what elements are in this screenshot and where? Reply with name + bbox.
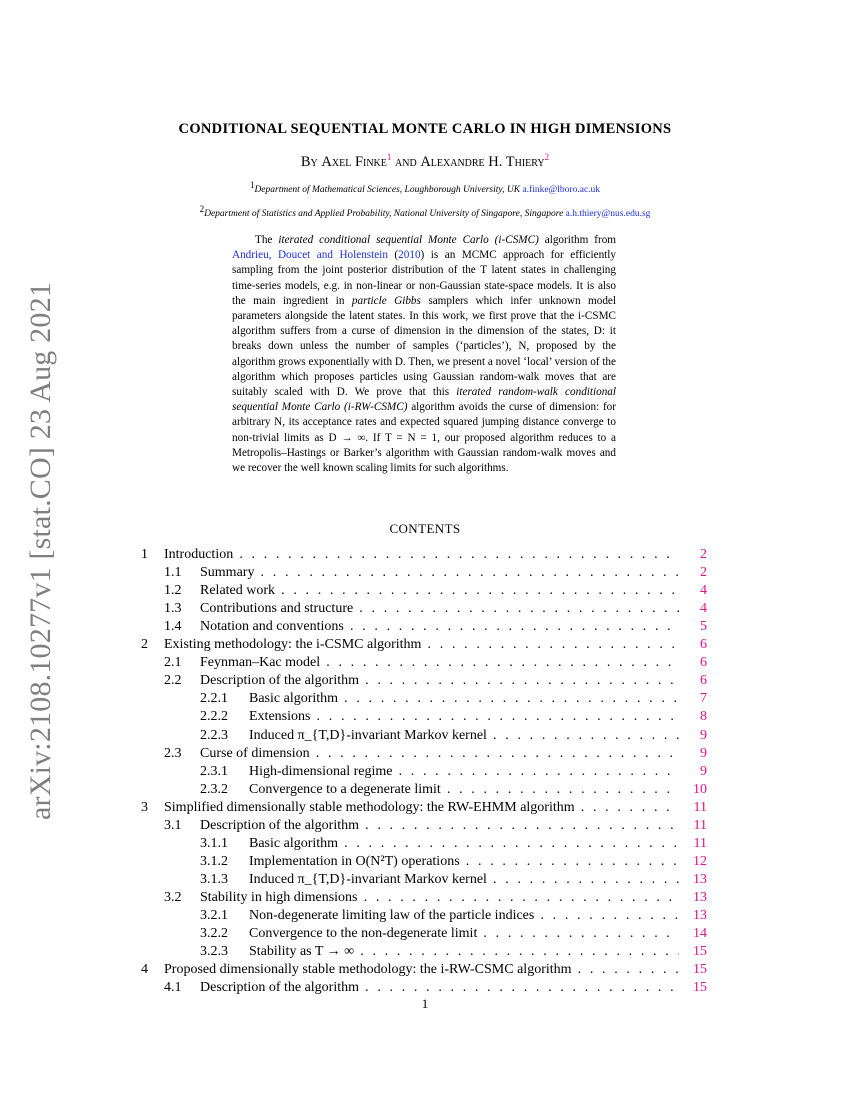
author-2-mark[interactable]: 2	[544, 152, 550, 162]
abstract-irwcsmc-term: iterated random-walk conditional sequential Monte Carlo (i-RW-CSMC)	[232, 386, 617, 414]
toc-entry[interactable]	[141, 582, 707, 600]
toc-entry[interactable]	[141, 943, 707, 961]
toc-entry[interactable]	[141, 781, 707, 799]
toc-entry-number: 3	[141, 799, 148, 815]
toc-entry[interactable]	[141, 708, 707, 726]
toc-entry-page[interactable]: 10	[693, 781, 707, 797]
page-number: 1	[421, 996, 429, 1011]
abstract-part-4: samplers which infer unknown model parameters alongside the latent states. In this work, we first prove that the i-CSMC algorithm suffers from a curse of dimension in the dimension of the states, D: it breaks down unless the number of samples (‘particles’), N, proposed by the algorithm grows exponentially with D. Then, we present a novel ‘local’ version of the algorithm which proposes particles using Gaussian random-walk moves that are suitably scaled with D. We prove that this	[232, 294, 616, 399]
abstract-part-2: algorithm from	[538, 234, 616, 246]
toc-entry-page[interactable]: 12	[693, 853, 707, 869]
toc-entry-number: 3.2.2	[200, 926, 228, 942]
affiliation-2-email[interactable]: a.h.thiery@nus.edu.sg	[565, 209, 651, 220]
affiliation-1-email[interactable]: a.finke@lboro.ac.uk	[522, 185, 601, 196]
toc-entry-page[interactable]: 6	[700, 655, 707, 671]
toc-entry[interactable]	[141, 817, 707, 835]
toc-entry-number: 4.1	[164, 980, 182, 996]
toc-entry-number: 2.2.1	[200, 691, 228, 707]
toc-entry-title: Curse of dimension . . .	[200, 745, 679, 763]
toc-entry-number: 2	[141, 637, 148, 653]
toc-entry-title: Extensions . . .	[249, 708, 679, 726]
toc-entry[interactable]	[141, 763, 707, 781]
abstract-citation-year[interactable]: 2010	[398, 249, 421, 262]
toc-entry-number: 3.2	[164, 889, 182, 905]
toc-entry-number: 3.1.1	[200, 835, 228, 851]
toc-entry-number: 2.2.2	[200, 709, 228, 725]
by-label: By	[300, 153, 318, 170]
toc-entry-number: 2.3.1	[200, 763, 228, 779]
toc-entry-page[interactable]: 8	[700, 709, 707, 725]
toc-entry-title: Related work . . .	[200, 582, 679, 600]
toc-entry-page[interactable]: 9	[700, 727, 707, 743]
toc-entry-title: Stability in high dimensions . . .	[200, 889, 679, 907]
toc-entry-page[interactable]: 11	[693, 835, 707, 851]
toc-entry-title: Description of the algorithm . . .	[200, 979, 679, 997]
toc-entry-title: Convergence to the non-degenerate limit . . .	[249, 925, 679, 943]
toc-entry[interactable]	[141, 745, 707, 763]
toc-entry[interactable]	[141, 835, 707, 853]
toc-entry-page[interactable]: 2	[700, 547, 707, 562]
toc-entry-number: 1.2	[164, 583, 182, 599]
abstract-particle-gibbs-term: particle Gibbs	[351, 294, 421, 307]
abstract-citation[interactable]: Andrieu, Doucet and Holenstein	[232, 249, 388, 262]
toc-entry-number: 2.3.2	[200, 781, 228, 797]
toc-entry-page[interactable]: 13	[693, 908, 707, 923]
toc-entry-page[interactable]: 11	[693, 817, 707, 833]
arxiv-stamp: arXiv:2108.10277v1 [stat.CO] 23 Aug 2021	[24, 282, 57, 820]
toc-entry-title: Contributions and structure . . .	[200, 600, 679, 618]
author-2: Alexandre H. Thiery	[420, 153, 545, 170]
affiliation-1-mark: 1	[249, 180, 255, 190]
toc-entry-title: Basic algorithm . . .	[249, 835, 679, 853]
abstract-part-3: is an MCMC approach for efficiently sampling from the joint posterior distribution of the T latent states in challenging time-series models, e.g. in non-linear or non-Gaussian state-space models. It is also the main ingredient in	[232, 249, 616, 307]
toc-entry-title: Summary . . .	[200, 564, 679, 582]
affiliation-2-mark: 2	[199, 204, 205, 214]
toc-entry-number: 2.2	[164, 673, 182, 689]
toc-entry[interactable]	[141, 600, 707, 618]
contents-heading: CONTENTS	[389, 521, 461, 536]
toc-entry-title: Notation and conventions . . .	[200, 618, 679, 636]
toc-entry-page[interactable]: 11	[693, 799, 707, 815]
abstract-part-5: algorithm avoids the curse of dimension: for arbitrary N, its acceptance rates and expected squared jumping distance converge to non-trivial limits as D → ∞. If T = N = 1, our proposed algorithm reduces to a Metropolis–Hastings or Barker’s algorithm with Gaussian random-walk moves and we recover the well known scaling limits for such algorithms.	[232, 401, 616, 475]
toc-entry-title: Simplified dimensionally stable methodology: the RW-EHMM algorithm . . .	[164, 799, 679, 817]
toc-entry[interactable]	[141, 564, 707, 582]
author-1: Axel Finke	[321, 153, 387, 170]
toc-entry-number: 4	[141, 962, 148, 978]
toc-entry-page[interactable]: 14	[693, 926, 707, 942]
toc-entry-page[interactable]: 4	[700, 583, 707, 599]
affiliation-1-text: Department of Mathematical Sciences, Loughborough University, UK	[254, 185, 521, 196]
toc-entry-number: 1.3	[164, 601, 182, 617]
abstract: The iterated conditional sequential Monte Carlo (i-CSMC) algorithm from Andrieu, Doucet and Holenstein (2010) is an MCMC approach for efficiently sampling from the joint posterior distribution of the T latent states in challenging time-series models, e.g. in non-linear or non-Gaussian state-space models. It is also the main ingredient in particle Gibbs samplers which infer unknown model parameters alongside the latent states. In this work, we first prove that the i-CSMC algorithm suffers from a curse of dimension in the dimension of the states, D: it breaks down unless the number of samples (‘particles’), N, proposed by the algorithm grows exponentially with D. Then, we present a novel ‘local’ version of the algorithm which proposes particles using Gaussian random-walk moves that are suitably scaled with D. We prove that this iterated random-walk conditional sequential Monte Carlo (i-RW-CSMC) algorithm avoids the curse of dimension: for arbitrary N, its acceptance rates and expected squared jumping distance converge to non-trivial limits as D → ∞. If T = N = 1, our proposed algorithm reduces to a Metropolis–Hastings or Barker’s algorithm with Gaussian random-walk moves and we recover the well known scaling limits for such algorithms.	[232, 234, 617, 475]
toc-entry[interactable]	[141, 636, 707, 654]
toc-entry-title: Induced π_{T,D}-invariant Markov kernel . . .	[249, 727, 679, 745]
toc-entry-page[interactable]: 9	[700, 763, 707, 779]
toc-entry-page[interactable]: 15	[693, 980, 707, 996]
toc-entry-title: Introduction . . .	[164, 546, 679, 564]
toc-entry-page[interactable]: 6	[700, 637, 707, 653]
toc-entry-page[interactable]: 15	[693, 962, 707, 978]
paper-title: CONDITIONAL SEQUENTIAL MONTE CARLO IN HIGH DIMENSIONS	[178, 121, 672, 137]
author-line	[0, 152, 850, 171]
toc-entry[interactable]	[141, 618, 707, 636]
toc-entry-title: Basic algorithm . . .	[249, 690, 679, 708]
toc-entry-number: 1.1	[164, 565, 182, 581]
toc-entry-title: Proposed dimensionally stable methodology: the i-RW-CSMC algorithm . . .	[164, 961, 679, 979]
toc-entry[interactable]	[141, 925, 707, 943]
toc-entry[interactable]	[141, 907, 707, 925]
toc-entry-page[interactable]: 15	[693, 944, 707, 960]
affiliation-1	[0, 180, 850, 195]
toc-entry-title: Stability as T → ∞ . . .	[249, 943, 679, 961]
toc-entry-page[interactable]: 2	[700, 565, 707, 581]
toc-entry[interactable]	[141, 690, 707, 708]
toc-entry[interactable]	[141, 871, 707, 889]
toc-entry-title: Non-degenerate limiting law of the particle indices . . .	[249, 907, 679, 925]
toc-entry-number: 3.2.1	[200, 908, 228, 923]
toc-entry-page[interactable]: 6	[700, 673, 707, 689]
abstract-icsmc-term: iterated conditional sequential Monte Carlo (i-CSMC)	[278, 234, 539, 246]
toc-entry[interactable]	[141, 727, 707, 745]
toc-entry-page[interactable]: 9	[700, 745, 707, 761]
toc-entry-page[interactable]: 4	[700, 601, 707, 617]
toc-entry-page[interactable]: 13	[693, 889, 707, 905]
toc-entry-page[interactable]: 7	[700, 691, 707, 707]
toc-entry[interactable]	[141, 961, 707, 979]
toc-entry-title: Description of the algorithm . . .	[200, 672, 679, 690]
toc-entry-number: 2.2.3	[200, 727, 228, 743]
toc-entry-number: 2.1	[164, 655, 182, 671]
toc-entry-number: 1	[141, 547, 148, 562]
toc-entry-title: Feynman–Kac model . . .	[200, 654, 679, 672]
toc-entry[interactable]	[141, 853, 707, 871]
affiliation-2-text: Department of Statistics and Applied Probability, National University of Singapore, Singapore	[204, 209, 564, 220]
toc-entry[interactable]	[141, 672, 707, 690]
toc-entry-title: Description of the algorithm . . .	[200, 817, 679, 835]
toc-entry-page[interactable]: 13	[693, 871, 707, 887]
toc-entry-page[interactable]: 5	[700, 619, 707, 635]
toc-entry-number: 3.1	[164, 817, 182, 833]
toc-entry-title: High-dimensional regime . . .	[249, 763, 679, 781]
toc-entry-title: Induced π_{T,D}-invariant Markov kernel . . .	[249, 871, 679, 889]
toc-entry[interactable]	[141, 799, 707, 817]
toc-entry-number: 3.1.2	[200, 853, 228, 869]
author-1-mark[interactable]: 1	[386, 152, 392, 162]
toc-entry-number: 3.2.3	[200, 944, 228, 960]
toc-entry[interactable]	[141, 889, 707, 907]
and-label: and	[395, 153, 417, 170]
toc-entry-number: 2.3	[164, 745, 182, 761]
toc-entry-number: 1.4	[164, 619, 182, 635]
toc-entry[interactable]	[141, 546, 707, 564]
toc-entry[interactable]	[141, 979, 707, 997]
toc-entry-title: Existing methodology: the i-CSMC algorithm . . .	[164, 636, 679, 654]
toc-entry-number: 3.1.3	[200, 871, 228, 887]
toc-entry[interactable]	[141, 654, 707, 672]
toc-entry-title: Implementation in O(N²T) operations . . .	[249, 853, 679, 871]
affiliation-2	[0, 204, 850, 219]
abstract-part-1: The	[255, 234, 279, 246]
toc-entry-title: Convergence to a degenerate limit . . .	[249, 781, 679, 799]
